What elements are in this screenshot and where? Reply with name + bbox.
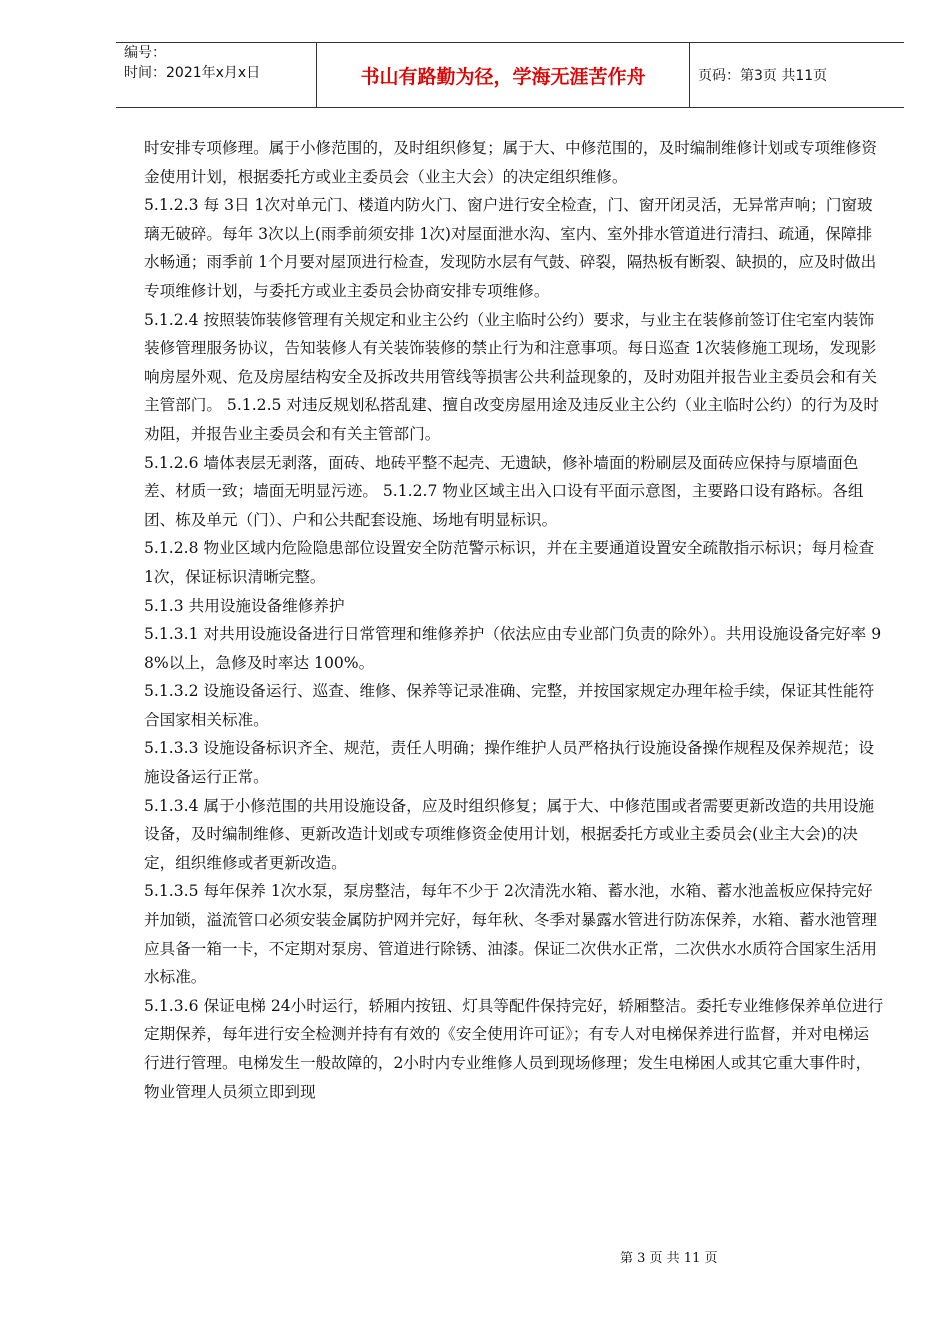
paragraph: 5.1.2.4 按照装饰装修管理有关规定和业主公约（业主临时公约）要求，与业主在装修前签订住宅室内装饰装修管理服务协议，告知装修人有关装饰装修的禁止行为和注意事项。每日巡查 1次装修施工现场，发现影响房屋外观、危及房屋结构安全及拆改共用管线等损害公共利益现象的，及时劝阻并报告业主委员会和有关主管部门。 5.1.2.5 对违反规划私搭乱建、擅自改变房屋用途及违反业主公约（业主临时公约）的行为及时劝阻，并报告业主委员会和有关主管部门。 bbox=[144, 310, 880, 443]
page-header bbox=[116, 42, 904, 108]
paragraph: 5.1.3.3 设施设备标识齐全、规范，责任人明确；操作维护人员严格执行设施设备操作规程及保养规范；设施设备运行正常。 bbox=[144, 739, 875, 787]
paragraph: 5.1.2.8 物业区域内危险隐患部位设置安全防范警示标识，并在主要通道设置安全疏散指示标识；每月检查 1次，保证标识清晰完整。 bbox=[144, 539, 875, 586]
time-label: 时间：2021年x月x日 bbox=[124, 65, 261, 81]
paragraph: 5.1.3.1 对共用设施设备进行日常管理和维修养护（依法应由专业部门负责的除外）。共用设施设备完好率 98%以上，急修及时率达 100%。 bbox=[144, 625, 882, 672]
header-page-info: 页码：第3页 共11页 bbox=[698, 68, 828, 84]
page-footer: 第 3 页 共 11 页 bbox=[620, 1251, 718, 1266]
paragraph: 时安排专项修理。属于小修范围的，及时组织修复；属于大、中修范围的，及时编制维修计划或专项维修资金使用计划，根据委托方或业主委员会（业主大会）的决定组织维修。 bbox=[144, 139, 877, 186]
document-body bbox=[144, 134, 884, 1106]
paragraph: 5.1.3.4 属于小修范围的共用设施设备，应及时组织修复；属于大、中修范围或者需要更新改造的共用设施设备，及时编制维修、更新改造计划或专项维修资金使用计划，根据委托方或业主委员会(业主大会)的决定，组织维修或者更新改造。 bbox=[144, 796, 875, 872]
paragraph: 5.1.3.2 设施设备运行、巡查、维修、保养等记录准确、完整，并按国家规定办理年检手续，保证其性能符合国家相关标准。 bbox=[144, 682, 875, 729]
paragraph: 5.1.3.5 每年保养 1次水泵，泵房整洁，每年不少于 2次清洗水箱、蓄水池，水箱、蓄水池盖板应保持完好并加锁，溢流管口必须安装金属防护网并完好，每年秋、冬季对暴露水管进行防冻保养，水箱、蓄水池管理应具备一箱一卡，不定期对泵房、管道进行除锈、油漆。保证二次供水正常，二次供水水质符合国家生活用水标准。 bbox=[144, 882, 877, 987]
section-heading: 5.1.3 共用设施设备维修养护 bbox=[144, 596, 345, 615]
paragraph: 5.1.2.3 每 3日 1次对单元门、楼道内防火门、窗户进行安全检查，门、窗开闭灵活，无异常声响；门窗玻璃无破碎。每年 3次以上(雨季前须安排 1次)对屋面泄水沟、室内、室外排水管道进行清扫、疏通，保障排水畅通；雨季前 1个月要对屋顶进行检查，发现防水层有气鼓、碎裂，隔热板有断裂、缺损的，应及时做出专项维修计划，与委托方或业主委员会协商安排专项维修。 bbox=[144, 196, 877, 300]
header-meta bbox=[116, 43, 316, 107]
paragraph: 5.1.3.6 保证电梯 24小时运行，轿厢内按钮、灯具等配件保持完好，轿厢整洁。委托专业维修保养单位进行定期保养，每年进行安全检测并持有有效的《安全使用许可证》；有专人对电梯保养进行监督，并对电梯运行进行管理。电梯发生一般故障的，2小时内专业维修人员到现场修理；发生电梯困人或其它重大事件时，物业管理人员须立即到现 bbox=[144, 996, 884, 1101]
header-motto: 书山有路勤为径，学海无涯苦作舟 bbox=[316, 43, 690, 107]
paragraph: 5.1.2.6 墙体表层无剥落，面砖、地砖平整不起壳、无遗缺，修补墙面的粉刷层及面砖应保持与原墙面色差、材质一致；墙面无明显污迹。 5.1.2.7 物业区域主出入口设有平面示意图，主要路口设有路标。各组团、栋及单元（门）、户和公共配套设施、场地有明显标识。 bbox=[144, 453, 864, 529]
number-label: 编号： bbox=[124, 45, 166, 61]
